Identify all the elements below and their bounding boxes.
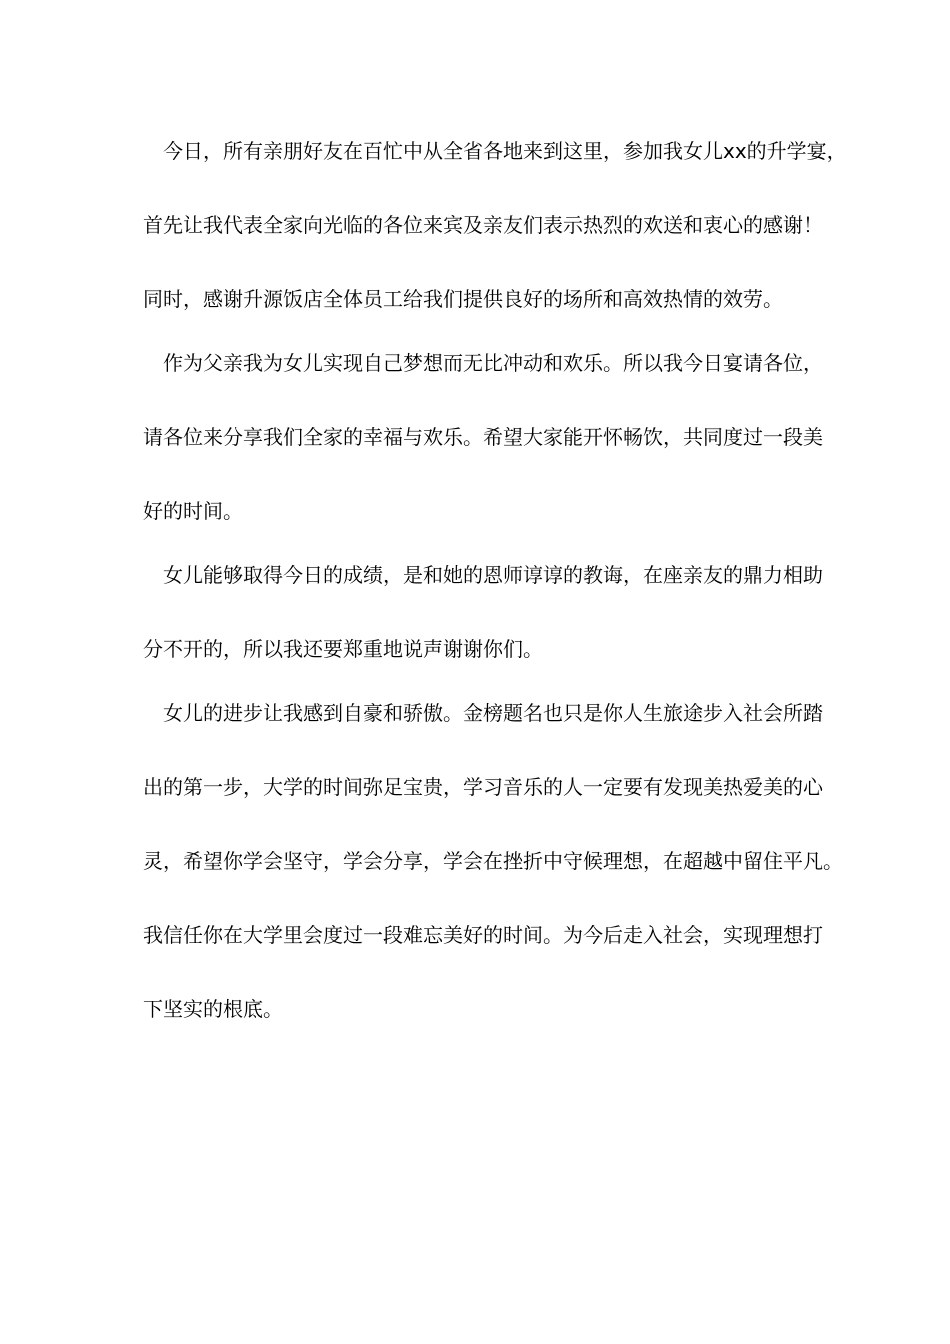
paragraph-1-line-1: 今日，所有亲朋好友在百忙中从全省各地来到这里，参加我女儿xx的升学宴，: [163, 139, 847, 163]
paragraph-3-line-2: 分不开的，所以我还要郑重地说声谢谢你们。: [143, 637, 543, 661]
paragraph-4-line-2: 出的第一步，大学的时间弥足宝贵，学习音乐的人一定要有发现美热爱美的心: [143, 775, 823, 799]
paragraph-4-line-4: 我信任你在大学里会度过一段难忘美好的时间。为今后走入社会，实现理想打: [143, 923, 823, 947]
paragraph-4-line-1: 女儿的进步让我感到自豪和骄傲。金榜题名也只是你人生旅途步入社会所踏: [163, 701, 823, 725]
paragraph-2-line-2: 请各位来分享我们全家的幸福与欢乐。希望大家能开怀畅饮，共同度过一段美: [143, 425, 823, 449]
paragraph-2-line-3: 好的时间。: [143, 499, 243, 523]
paragraph-2-line-1: 作为父亲我为女儿实现自己梦想而无比冲动和欢乐。所以我今日宴请各位，: [163, 351, 823, 375]
paragraph-1-line-2: 首先让我代表全家向光临的各位来宾及亲友们表示热烈的欢送和衷心的感谢！: [143, 213, 823, 237]
paragraph-4-line-3: 灵，希望你学会坚守，学会分享，学会在挫折中守候理想，在超越中留住平凡。: [143, 849, 843, 873]
paragraph-4-line-5: 下坚实的根底。: [143, 997, 283, 1021]
paragraph-3-line-1: 女儿能够取得今日的成绩，是和她的恩师谆谆的教诲，在座亲友的鼎力相助: [163, 563, 823, 587]
paragraph-1-line-3: 同时，感谢升源饭店全体员工给我们提供良好的场所和高效热情的效劳。: [143, 287, 783, 311]
